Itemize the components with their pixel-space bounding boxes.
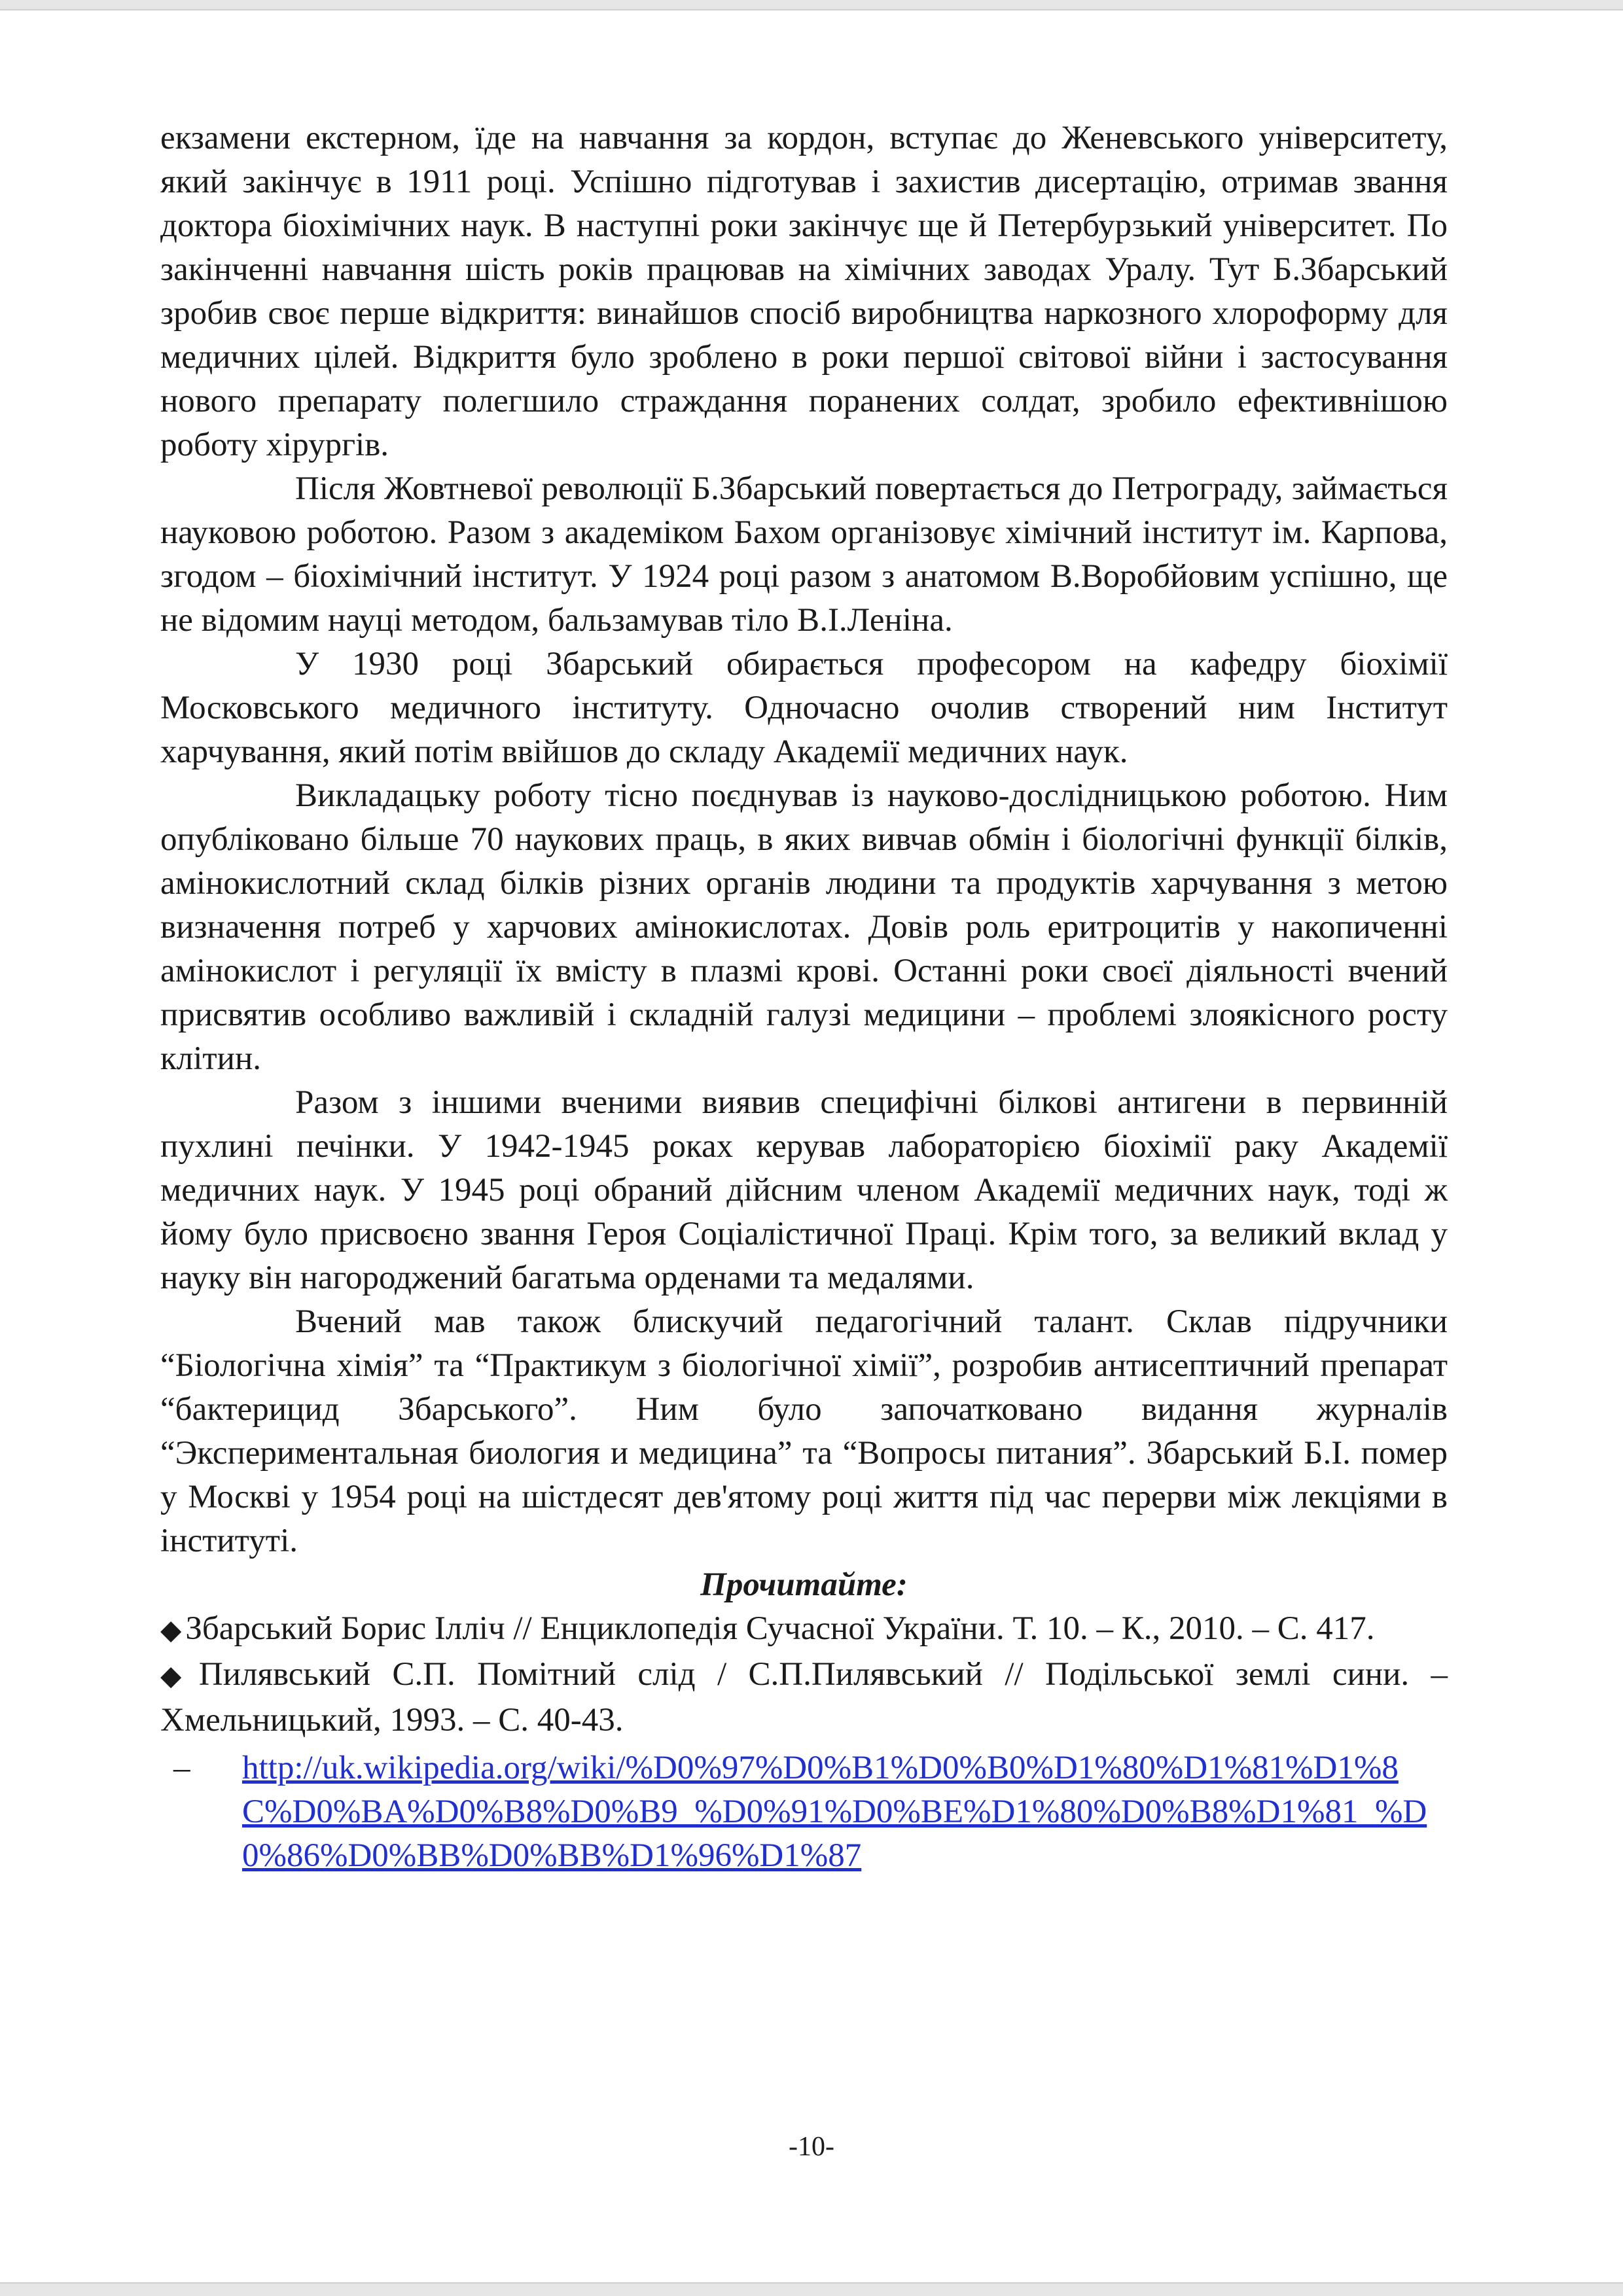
diamond-bullet-icon: ◆ (160, 1661, 195, 1691)
viewer-top-edge (0, 0, 1623, 10)
reference-link-item (160, 1746, 1448, 1878)
viewer-bottom-edge (0, 2282, 1623, 2296)
page-number: -10- (789, 2132, 834, 2162)
paragraph-6: Вчений мав також блискучий педагогічний талант. Склав підручники “Біологічна хімія” та “Практикум з біологічної хімії”, розробив антисептичний препарат “бактерицид Збарського”. Ним було започатковано видання журналів “Экспериментальная биология и медицина” та “Вопросы питания”. Збарський Б.І. помер у Москві у 1954 році на шістдесят дев'ятому році життя під час перерви між лекціями в інституті. (160, 1303, 1448, 1559)
wikipedia-link[interactable]: http://uk.wikipedia.org/wiki/%D0%97%D0%B1%D0%B0%D1%80%D1%81%D1%8C%D0%BA%D0%B8%D0%B9_%D0%91%D0%BE%D1%80%D0%B8%D1%81_%D0%86%D0%BB%D0%BB%D1%96%D1%87 (242, 1750, 1427, 1874)
paragraph-3: У 1930 році Збарський обирається професором на кафедру біохімії Московського медичного інституту. Одночасно очолив створений ним Інститут харчування, який потім ввійшов до складу Академії медичних наук. (160, 646, 1448, 770)
document-page (160, 116, 1448, 1878)
paragraph-2: Після Жовтневої революції Б.Збарський повертається до Петрограду, займається науковою роботою. Разом з академіком Бахом організовує хімічний інститут ім. Карпова, згодом – біохімічний інститут. У 1924 році разом з анатомом В.Воробйовим успішно, ще не відомим науці методом, бальзамував тіло В.І.Леніна. (160, 470, 1448, 639)
reference-item-1 (160, 1607, 1448, 1653)
diamond-bullet-icon: ◆ (160, 1616, 182, 1646)
reference-text: Пилявський С.П. Помітний слід / С.П.Пилявський // Подільської землі сини. – Хмельницький, 1993. – С. 40-43. (160, 1656, 1448, 1739)
dash-bullet: – (173, 1750, 190, 1786)
paragraph-1: екзамени екстерном, їде на навчання за кордон, вступає до Женевського університету, який закінчує в 1911 році. Успішно підготував і захистив дисертацію, отримав звання доктора біохімічних наук. В наступні роки закінчує ще й Петербурзький університет. По закінченні навчання шість років працював на хімічних заводах Уралу. Тут Б.Збарський зробив своє перше відкриття: винайшов спосіб виробництва наркозного хлороформу для медичних цілей. Відкриття було зроблено в роки першої світової війни і застосування нового препарату полегшило страждання поранених солдат, зробило ефективнішою роботу хірургів. (160, 120, 1448, 463)
reference-text: Збарський Борис Ілліч // Енциклопедія Сучасної України. Т. 10. – К., 2010. – С. 417. (185, 1610, 1375, 1647)
reference-item-2 (160, 1653, 1448, 1742)
paragraph-5: Разом з іншими вченими виявив специфічні білкові антигени в первинній пухлині печінки. У 1942-1945 роках керував лабораторією біохімії раку Академії медичних наук. У 1945 році обраний дійсним членом Академії медичних наук, тоді ж йому було присвоєно звання Героя Соціалістичної Праці. Крім того, за великий вклад у науку він нагороджений багатьма орденами та медалями. (160, 1084, 1448, 1296)
read-heading: Прочитайте: (700, 1566, 908, 1603)
paragraph-4: Викладацьку роботу тісно поєднував із науково-дослідницькою роботою. Ним опубліковано більше 70 наукових праць, в яких вивчав обмін і біологічні функції білків, амінокислотний склад білків різних органів людини та продуктів харчування з метою визначення потреб у харчових амінокислотах. Довів роль еритроцитів у накопиченні амінокислот і регуляції їх вмісту в плазмі крові. Останні роки своєї діяльності вчений присвятив особливо важливій і складній галузі медицини – проблемі злоякісного росту клітин. (160, 777, 1448, 1077)
